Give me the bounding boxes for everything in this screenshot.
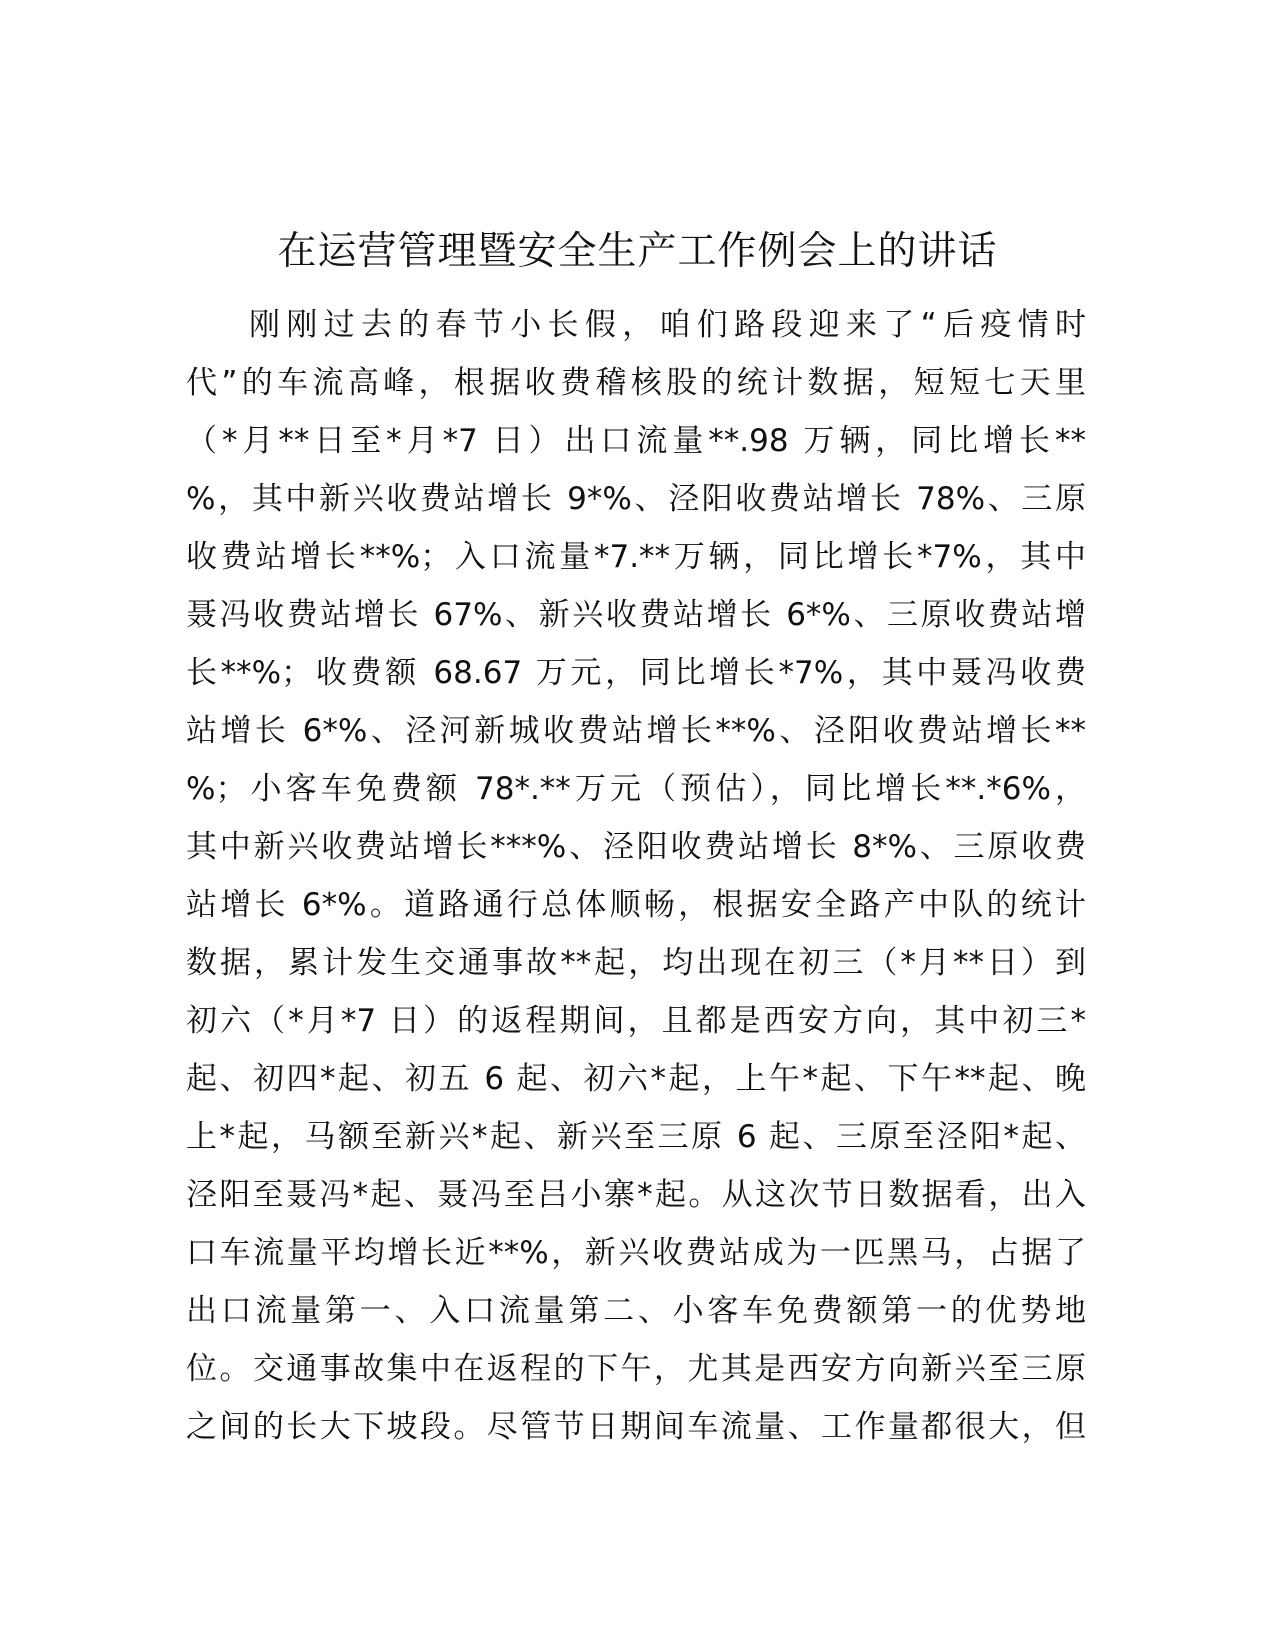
text-line: 站增长 6*%。道路通行总体顺畅，根据安全路产中队的统计 — [186, 887, 1086, 923]
text-line: 站增长 6*%、泾河新城收费站增长**%、泾阳收费站增长** — [186, 713, 1086, 749]
text-line: 出口流量第一、入口流量第二、小客车免费额第一的优势地 — [186, 1293, 1086, 1329]
text-line: 长**%；收费额 68.67 万元，同比增长*7%，其中聂冯收费 — [186, 655, 1086, 691]
text-line: 其中新兴收费站增长***%、泾阳收费站增长 8*%、三原收费 — [186, 829, 1086, 865]
text-line: 上*起，马额至新兴*起、新兴至三原 6 起、三原至泾阳*起、 — [186, 1119, 1086, 1155]
document-title: 在运营管理暨安全生产工作例会上的讲话 — [277, 229, 998, 274]
text-line: 起、初四*起、初五 6 起、初六*起，上午*起、下午**起、晚 — [186, 1061, 1086, 1097]
body-paragraph — [186, 296, 1086, 1456]
text-line: 代”的车流高峰，根据收费稽核股的统计数据，短短七天里 — [186, 365, 1086, 401]
text-line: 数据，累计发生交通事故**起，均出现在初三（*月**日）到 — [186, 945, 1086, 981]
text-line: （*月**日至*月*7 日）出口流量**.98 万辆，同比增长** — [186, 423, 1086, 459]
text-line: 口车流量平均增长近**%，新兴收费站成为一匹黑马，占据了 — [186, 1235, 1086, 1271]
text-line: %；小客车免费额 78*.**万元（预估），同比增长**.*6%， — [186, 771, 1086, 807]
text-line: 之间的长大下坡段。尽管节日期间车流量、工作量都很大，但 — [186, 1409, 1086, 1445]
text-line: 泾阳至聂冯*起、聂冯至吕小寨*起。从这次节日数据看，出入 — [186, 1177, 1086, 1213]
text-line: 初六（*月*7 日）的返程期间，且都是西安方向，其中初三* — [186, 1003, 1086, 1039]
text-line: 收费站增长**%；入口流量*7.**万辆，同比增长*7%，其中 — [186, 539, 1086, 575]
text-line: 聂冯收费站增长 67%、新兴收费站增长 6*%、三原收费站增 — [186, 597, 1086, 633]
text-line: 刚刚过去的春节小长假，咱们路段迎来了“后疫情时 — [249, 307, 1086, 343]
text-line: 位。交通事故集中在返程的下午，尤其是西安方向新兴至三原 — [186, 1351, 1086, 1387]
text-line: %，其中新兴收费站增长 9*%、泾阳收费站增长 78%、三原 — [186, 481, 1086, 517]
